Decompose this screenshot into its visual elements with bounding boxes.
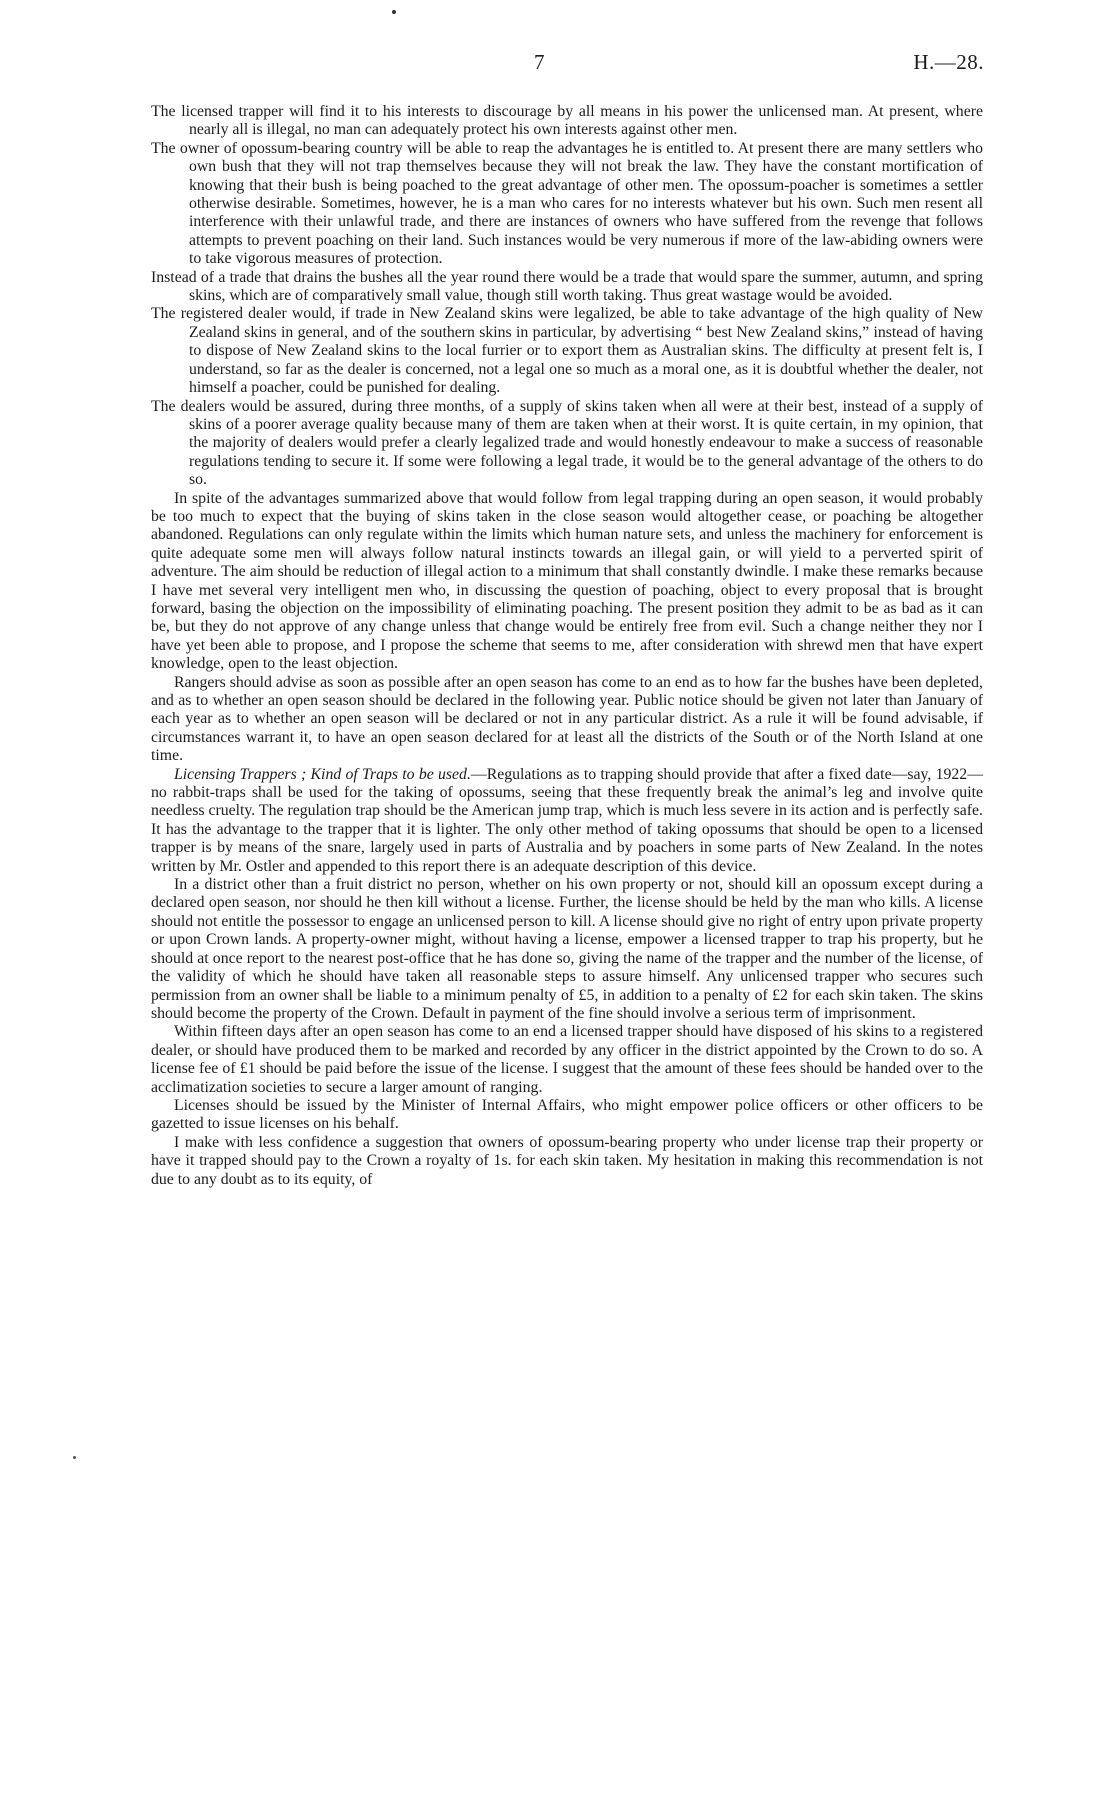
advantage-item: The owner of opossum-bearing country will be able to reap the advantages he is entitled to. At present there are many settlers who own bush that they will not trap themselves because they will not break the law. They have the constant mortification of knowing that their bush is being poached to the great advantage of other men. The opossum-poacher is sometimes a settler otherwise desirable. Sometimes, however, he is a man who cares for no interests whatever but his own. Such men resent all interference with their unlawful trade, and there are instances of owners who have suffered from the revenge that follows attempts to prevent poaching on their land. Such instances would be very numerous if more of the law-abiding owners were to take vigorous measures of protection.	[151, 139, 983, 268]
paragraph: In spite of the advantages summarized above that would follow from legal trapping during an open season, it would probably be too much to expect that the buying of skins taken in the close season would altogether cease, or poaching be altogether abandoned. Regulations can only regulate within the limits which human nature sets, and unless the machinery for enforcement is quite adequate some men will always follow natural instincts towards an illegal gain, or will yield to a perverted spirit of adventure. The aim should be reduction of illegal action to a minimum that shall constantly dwindle. I make these remarks because I have met several very intelligent men who, in discussing the question of poaching, object to every proposal that is brought forward, basing the objection on the impossibility of eliminating poaching. The present position they admit to be as bad as it can be, but they do not approve of any change unless that change would be entirely free from evil. Such a change neither they nor I have yet been able to propose, and I propose the scheme that seems to me, after consideration with shrewd men that have expert knowledge, open to the least objection.	[151, 489, 983, 673]
advantage-item: The registered dealer would, if trade in New Zealand skins were legalized, be able to take advantage of the high quality of New Zealand skins in general, and of the southern skins in particular, by advertising “ best New Zealand skins,” instead of having to dispose of New Zealand skins to the local furrier or to export them as Australian skins. The difficulty at present felt is, I understand, so far as the dealer is concerned, not a legal one so much as a moral one, as it is doubtful whether the dealer, not himself a poacher, could be punished for dealing.	[151, 305, 983, 397]
page-header	[0, 50, 1114, 80]
advantage-item: The licensed trapper will find it to his interests to discourage by all means in his power the unlicensed man. At present, where nearly all is illegal, no man can adequately protect his own interests against other men.	[151, 103, 983, 139]
paragraph: Licenses should be issued by the Minister of Internal Affairs, who might empower police officers or other officers to be gazetted to issue licenses on his behalf.	[151, 1096, 983, 1133]
advantage-item: The dealers would be assured, during three months, of a supply of skins taken when all were at their best, instead of a supply of skins of a poorer average quality because many of them are taken when at their worst. It is quite certain, in my opinion, that the majority of dealers would prefer a clearly legalized trade and would honestly endeavour to make a success of reasonable regulations tending to secure it. If some were following a legal trade, it would be to the general advantage of the others to do so.	[151, 397, 983, 489]
paragraph: Within fifteen days after an open season has come to an end a licensed trapper should have disposed of his skins to a registered dealer, or should have produced them to be marked and recorded by any officer in the district appointed by the Crown to do so. A license fee of £1 should be paid before the issue of the license. I suggest that the amount of these fees should be handed over to the acclimatization societies to secure a larger amount of ranging.	[151, 1023, 983, 1096]
margin-speck	[73, 1456, 76, 1459]
paragraph: I make with less confidence a suggestion that owners of opossum-bearing property who under license trap their property or have it trapped should pay to the Crown a royalty of 1s. for each skin taken. My hesitation in making this recommendation is not due to any doubt as to its equity, of	[151, 1133, 983, 1188]
licensing-text: —Regulations as to trapping should provide that after a fixed date—say, 1922—no rabbit-traps shall be used for the taking of opossums, seeing that these frequently break the animal’s leg and involve quite needless cruelty. The regulation trap should be the American jump trap, which is much less severe in its action and is perfectly safe. It has the advantage to the trapper that it is lighter. The only other method of taking opossums that should be open to a licensed trapper is by means of the snare, largely used in parts of Australia and by poachers in some parts of New Zealand. In the notes written by Mr. Ostler and appended to this report there is an adequate description of this device.	[151, 765, 984, 875]
body-text	[151, 103, 983, 1189]
paragraph: In a district other than a fruit district no person, whether on his own property or not, should kill an opossum except during a declared open season, nor should he then kill without a license. Further, the license should be held by the man who kills. A license should not entitle the possessor to engage an unlicensed person to kill. A license should give no right of entry upon private property or upon Crown lands. A property-owner might, without having a license, empower a licensed trapper to trap his property, but he should at once report to the nearest post-office that he has done so, giving the name of the trapper and the number of the license, of the validity of which he should have taken all reasonable steps to assure himself. Any unlicensed trapper who secures such permission from an owner shall be liable to a minimum penalty of £5, in addition to a penalty of £2 for each skin taken. The skins should become the property of the Crown. Default in payment of the fine should involve a serious term of imprisonment.	[151, 876, 983, 1022]
licensing-paragraph	[151, 766, 983, 876]
paragraph: Rangers should advise as soon as possible after an open season has come to an end as to how far the bushes have been depleted, and as to whether an open season should be declared in the following year. Public notice should be given not later than January of each year as to whether an open season will be declared or not in any particular district. As a rule it will be found advisable, if circumstances warrant it, to have an open season declared for at least all the districts of the South or of the North Island at one time.	[151, 673, 983, 765]
advantage-item: Instead of a trade that drains the bushes all the year round there would be a trade that would spare the summer, autumn, and spring skins, which are of comparatively small value, though still worth taking. Thus great wastage would be avoided.	[151, 268, 983, 305]
page-number: 7	[534, 50, 545, 74]
page-dot-mark	[392, 10, 396, 14]
paper-code: H.—28.	[913, 50, 984, 74]
licensing-heading: Licensing Trappers ; Kind of Traps to be used.	[174, 765, 471, 783]
